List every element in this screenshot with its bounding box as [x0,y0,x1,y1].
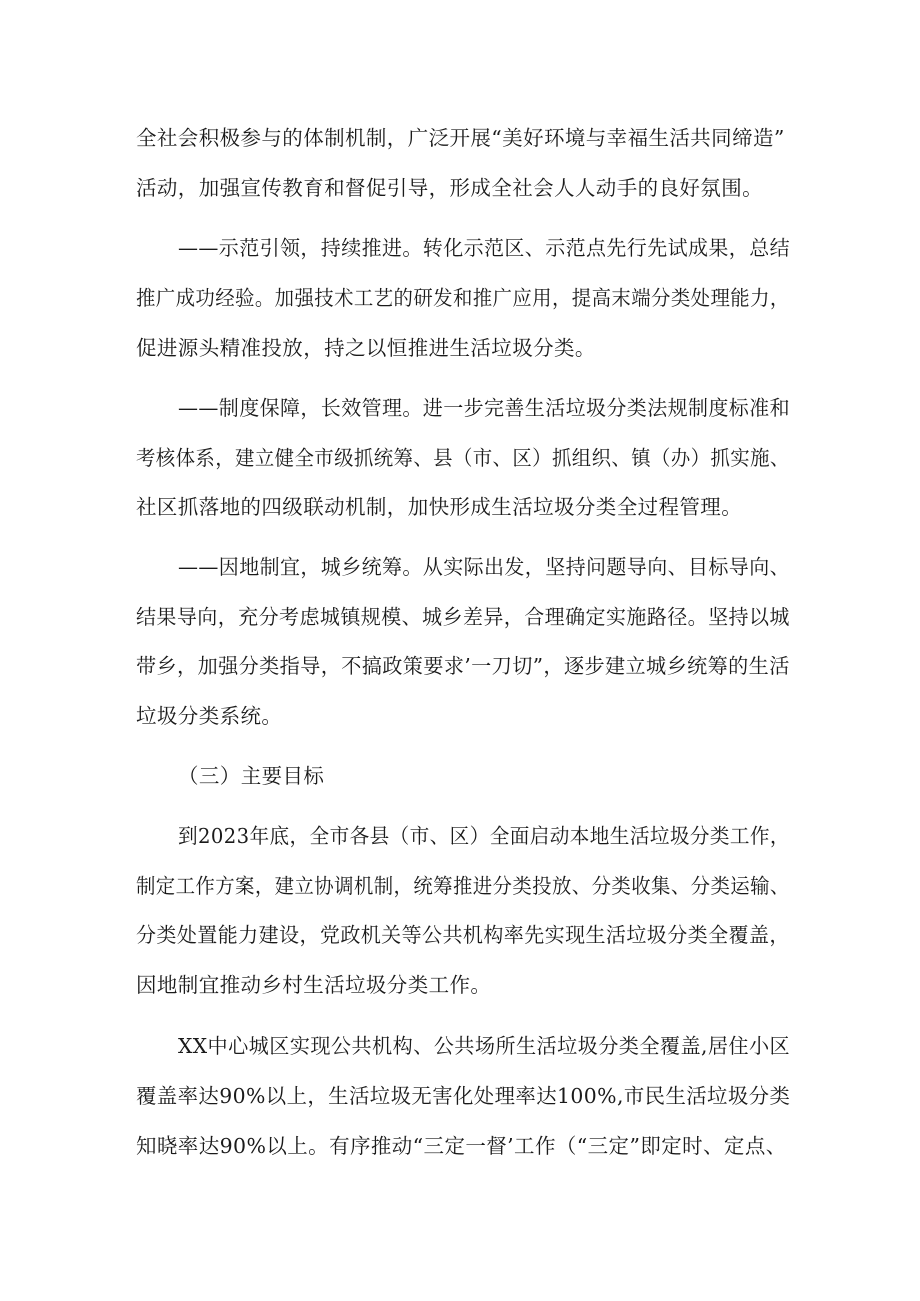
text-line: 带乡，加强分类指导，不搞政策要求’一刀切”，逐步建立城乡统筹的生活 [136,654,790,678]
text-line: XX中心城区实现公共机构、公共场所生活垃圾分类全覆盖,居住小区 [178,1034,791,1058]
text-line: 结果导向，充分考虑城镇规模、城乡差异，合理确定实施路径。坚持以城 [136,605,790,629]
text-line: 社区抓落地的四级联动机制，加快形成生活垃圾分类全过程管理。 [136,495,743,519]
text-line: 促进源头精准投放，持之以恒推进生活垃圾分类。 [136,336,596,360]
text-line: 覆盖率达90%以上，生活垃圾无害化处理率达100%,市民生活垃圾分类 [136,1084,791,1108]
text-line: ——制度保障，长效管理。进一步完善生活垃圾分类法规制度标准和 [178,396,791,420]
text-line: 制定工作方案，建立协调机制，统筹推进分类投放、分类收集、分类运输、 [136,874,790,898]
text-line: 到2023年底，全市各县（市、区）全面启动本地生活垃圾分类工作， [178,824,790,848]
text-line: 分类处置能力建设，党政机关等公共机构率先实现生活垃圾分类全覆盖， [136,923,790,947]
text-line: 全社会积极参与的体制机制，广泛开展“美好环境与幸福生活共同缔造” [136,126,785,150]
text-line: 垃圾分类系统。 [136,704,283,728]
text-line: 活动，加强宣传教育和督促引导，形成全社会人人动手的良好氛围。 [136,176,763,200]
text-line: ——因地制宜，城乡统筹。从实际出发，坚持问题导向、目标导向、 [178,555,791,579]
text-line: 知晓率达90%以上。有序推动“三定一督’工作（“三定”即定时、定点、 [136,1134,787,1158]
text-line: 考核体系，建立健全市级抓统筹、县（市、区）抓组织、镇（办）抓实施、 [136,446,790,470]
text-line: 因地制宜推动乡村生活垃圾分类工作。 [136,973,492,997]
section-heading: （三）主要目标 [178,764,325,788]
text-line: 推广成功经验。加强技术工艺的研发和推广应用，提高末端分类处理能力， [136,286,790,310]
text-line: ——示范引领，持续推进。转化示范区、示范点先行先试成果，总结 [178,236,791,260]
